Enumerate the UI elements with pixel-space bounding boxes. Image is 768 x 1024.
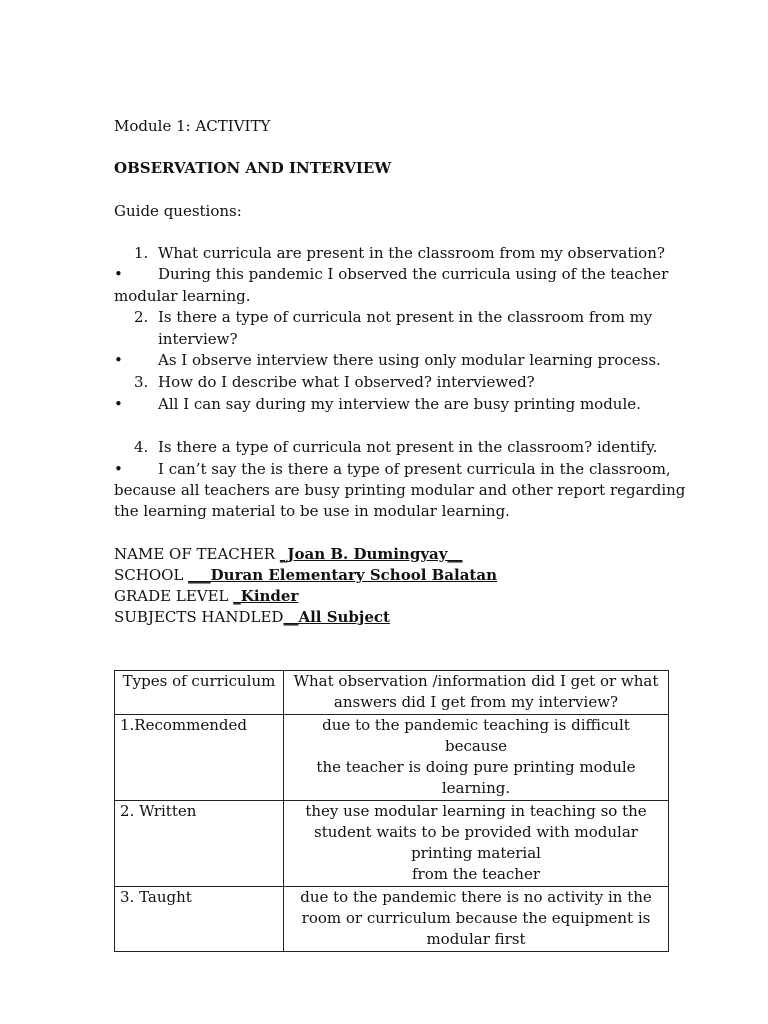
item-3-answer: All I can say during my interview the are busy printing module. bbox=[158, 395, 641, 413]
table-row bbox=[115, 887, 669, 952]
header-observation-line2: answers did I get from my interview? bbox=[333, 693, 619, 711]
subjects-row bbox=[114, 607, 390, 628]
item-2-answer: As I observe interview there using only modular learning process. bbox=[158, 351, 661, 369]
item-1-bullet: • bbox=[114, 265, 123, 283]
header-types-of-curriculum: Types of curriculum bbox=[115, 671, 284, 715]
grade-level-label: GRADE LEVEL bbox=[114, 587, 234, 605]
teacher-name-value: _Joan B. Dumingyay__ bbox=[279, 545, 463, 563]
school-row bbox=[114, 565, 497, 586]
row-type: 3. Taught bbox=[115, 887, 284, 952]
header-observation bbox=[284, 671, 669, 715]
row-observation-line: due to the pandemic teaching is difficult because bbox=[322, 716, 630, 755]
item-1-answer-line2: modular learning. bbox=[114, 287, 251, 305]
row-observation-line: modular first bbox=[426, 930, 526, 948]
school-value: ___Duran Elementary School Balatan bbox=[188, 566, 497, 584]
row-observation bbox=[284, 715, 669, 801]
item-2-number: 2. bbox=[134, 308, 149, 326]
subjects-label: SUBJECTS HANDLED bbox=[114, 608, 284, 626]
row-observation-line: learning. bbox=[441, 779, 511, 797]
row-observation-line: from the teacher bbox=[411, 865, 541, 883]
teacher-name-row bbox=[114, 544, 462, 565]
module-title: Module 1: ACTIVITY bbox=[114, 117, 271, 135]
subjects-value: __All Subject bbox=[283, 608, 390, 626]
item-1-question: What curricula are present in the classroom from my observation? bbox=[158, 244, 665, 262]
grade-level-value: _Kinder bbox=[233, 587, 299, 605]
header-observation-line1: What observation /information did I get or what bbox=[293, 672, 659, 690]
table-row bbox=[115, 715, 669, 801]
row-observation-line: the teacher is doing pure printing module bbox=[316, 758, 636, 776]
row-observation-line: they use modular learning in teaching so the bbox=[305, 802, 647, 820]
section-title: OBSERVATION AND INTERVIEW bbox=[114, 159, 392, 177]
row-observation bbox=[284, 801, 669, 887]
row-type: 2. Written bbox=[115, 801, 284, 887]
row-observation bbox=[284, 887, 669, 952]
item-4-answer-line1: I can’t say the is there a type of present curricula in the classroom, bbox=[158, 460, 671, 478]
teacher-name-label: NAME OF TEACHER bbox=[114, 545, 280, 563]
row-type: 1.Recommended bbox=[115, 715, 284, 801]
item-2-question-line2: interview? bbox=[158, 330, 238, 348]
item-2-question-line1: Is there a type of curricula not present in the classroom from my bbox=[158, 308, 653, 326]
item-3-question: How do I describe what I observed? interviewed? bbox=[158, 373, 535, 391]
row-observation-line: room or curriculum because the equipment is bbox=[301, 909, 651, 927]
table-header-row bbox=[115, 671, 669, 715]
guide-label: Guide questions: bbox=[114, 202, 242, 220]
item-4-question: Is there a type of curricula not present in the classroom? identify. bbox=[158, 438, 658, 456]
item-2-bullet: • bbox=[114, 351, 123, 369]
item-3-bullet: • bbox=[114, 395, 123, 413]
item-4-bullet: • bbox=[114, 460, 123, 478]
item-4-number: 4. bbox=[134, 438, 149, 456]
item-4-answer-line2: because all teachers are busy printing modular and other report regarding bbox=[114, 481, 686, 499]
table-row bbox=[115, 801, 669, 887]
school-label: SCHOOL bbox=[114, 566, 189, 584]
item-1-number: 1. bbox=[134, 244, 149, 262]
item-1-answer-line1: During this pandemic I observed the curricula using of the teacher bbox=[158, 265, 669, 283]
item-3-number: 3. bbox=[134, 373, 149, 391]
row-observation-line: printing material bbox=[411, 844, 541, 862]
item-4-answer-line3: the learning material to be use in modular learning. bbox=[114, 502, 510, 520]
grade-level-row bbox=[114, 586, 298, 607]
curriculum-table bbox=[114, 670, 669, 952]
row-observation-line: student waits to be provided with modular bbox=[314, 823, 638, 841]
row-observation-line: due to the pandemic there is no activity in the bbox=[300, 888, 652, 906]
